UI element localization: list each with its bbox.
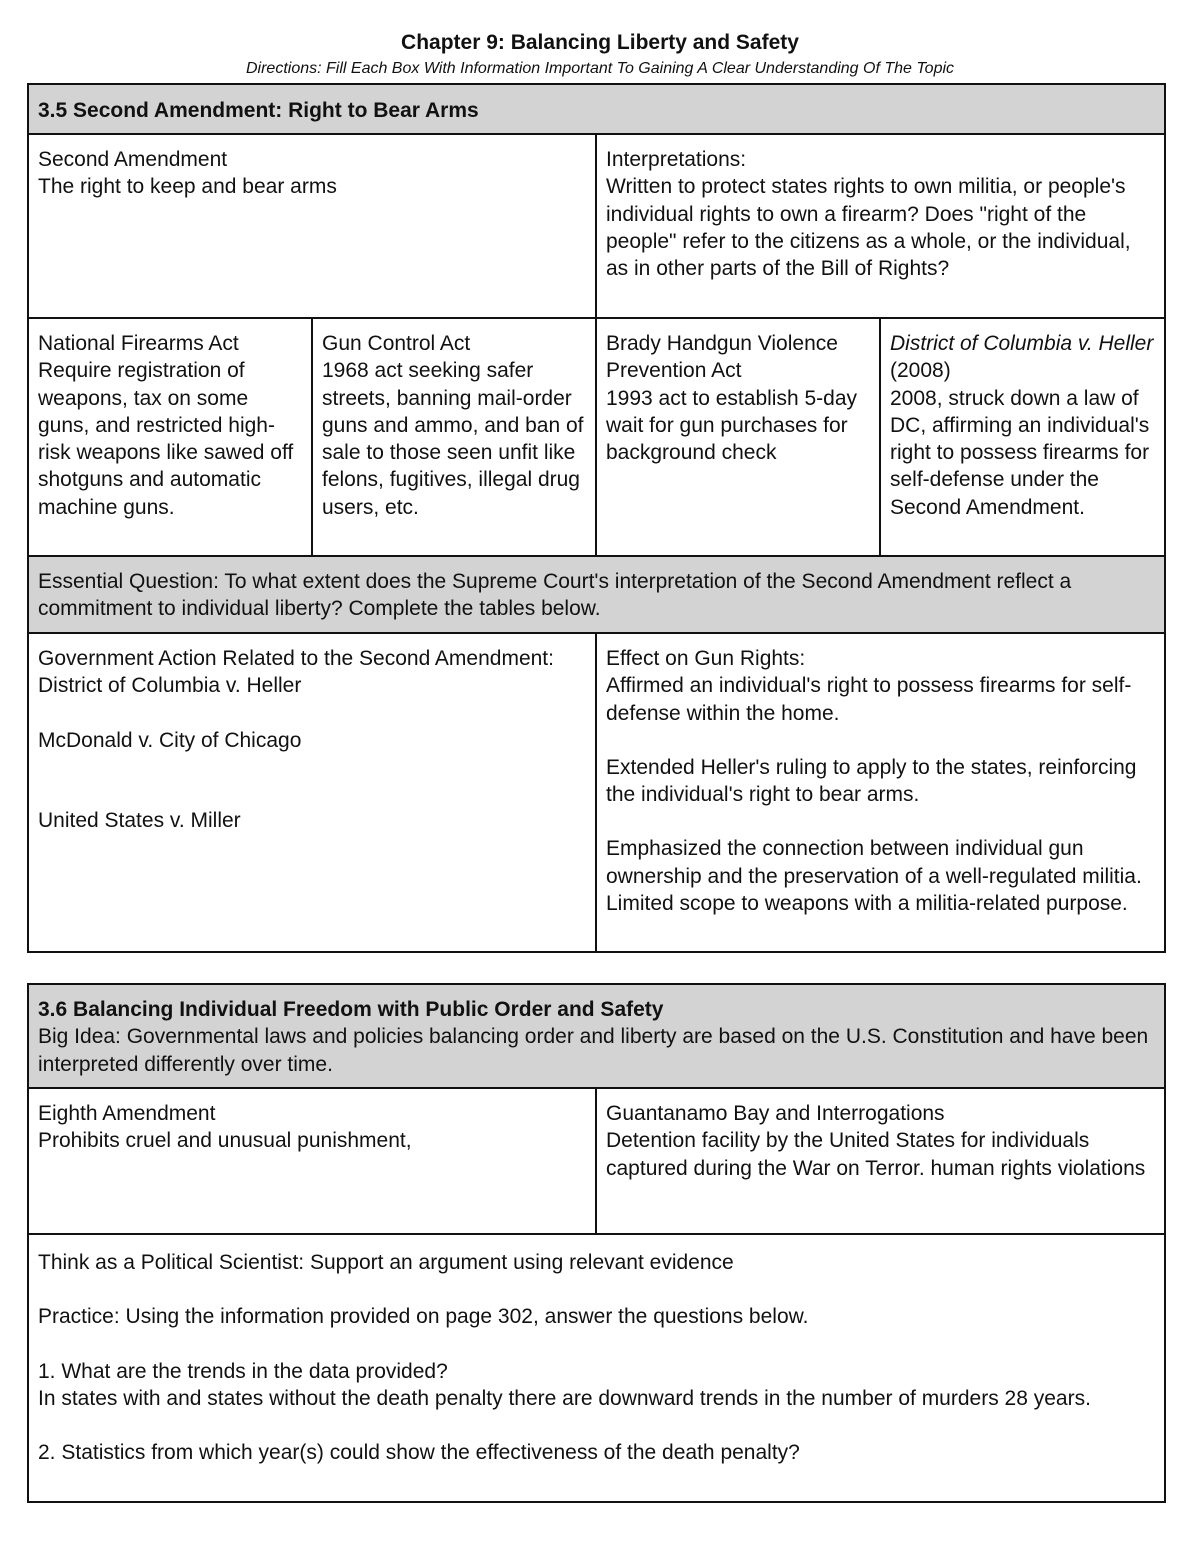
national-firearms-act-box[interactable] — [28, 318, 312, 556]
section-3-5-table — [27, 83, 1166, 953]
government-action-heading: Government Action Related to the Second Amendment: — [38, 647, 554, 670]
brady-act-box[interactable] — [596, 318, 880, 556]
second-amendment-text: The right to keep and bear arms — [38, 175, 337, 199]
big-idea-text: Big Idea: Governmental laws and policies balancing order and liberty are based on the U.S. Constitution and have been interpreted differently over time. — [38, 1025, 1149, 1076]
nfa-text: Require registration of weapons, tax on some guns, and restricted high-risk weapons like sawed off shotguns and automatic machine guns. — [38, 359, 294, 519]
think-prompt: Think as a Political Scientist: Support an argument using relevant evidence — [38, 1251, 734, 1274]
gca-text: 1968 act seeking safer streets, banning mail-order guns and ammo, and ban of sale to those seen unfit like felons, fugitives, illegal drug users, etc. — [322, 359, 584, 519]
interpretations-text: Written to protect states rights to own militia, or people's individual rights to own a firearm? Does "right of the people" refer to the citizens as a whole, or the individual, as in other parts of the Bill of Rights? — [606, 175, 1131, 281]
guantanamo-text: Detention facility by the United States for individuals captured during the War on Terror. human rights violations — [606, 1129, 1146, 1180]
answer-1: In states with and states without the death penalty there are downward trends in the number of murders 28 years. — [38, 1386, 1091, 1410]
essential-question-text: Essential Question: To what extent does the Supreme Court's interpretation of the Second Amendment reflect a commitment to individual liberty? Complete the tables below. — [38, 570, 1072, 621]
question-2: 2. Statistics from which year(s) could show the effectiveness of the death penalty? — [38, 1441, 800, 1465]
second-amendment-box[interactable] — [28, 134, 596, 318]
directions-text: Directions: Fill Each Box With Information Important To Gaining A Clear Understanding Of The Topic — [245, 60, 955, 77]
effect-text-2: Extended Heller's ruling to apply to the states, reinforcing the individual's right to bear arms. — [606, 755, 1137, 807]
section-3-6-title: 3.6 Balancing Individual Freedom with Public Order and Safety — [38, 998, 664, 1021]
government-action-case-2: McDonald v. City of Chicago — [38, 728, 302, 752]
heller-text: 2008, struck down a law of DC, affirming an individual's right to possess firearms for self-defense under the Second Amendment. — [890, 386, 1150, 519]
effect-heading: Effect on Gun Rights: — [606, 647, 806, 670]
gun-control-act-box[interactable] — [312, 318, 596, 556]
section-3-5-title-cell — [28, 84, 1165, 134]
guantanamo-heading: Guantanamo Bay and Interrogations — [606, 1102, 945, 1125]
political-scientist-box[interactable] — [28, 1234, 1165, 1502]
interpretations-box[interactable] — [596, 134, 1165, 318]
practice-text: Practice: Using the information provided on page 302, answer the questions below. — [38, 1305, 809, 1329]
gca-heading: Gun Control Act — [322, 332, 471, 355]
eighth-amendment-box[interactable] — [28, 1088, 596, 1234]
nfa-heading: National Firearms Act — [38, 332, 239, 355]
interpretations-heading: Interpretations: — [606, 148, 747, 171]
eighth-amendment-text: Prohibits cruel and unusual punishment, — [38, 1129, 412, 1153]
heller-case-name: District of Columbia v. Heller — [890, 332, 1154, 355]
heller-box[interactable] — [880, 318, 1165, 556]
government-action-case-3: United States v. Miller — [38, 808, 241, 832]
essential-question-cell — [28, 556, 1165, 633]
second-amendment-heading: Second Amendment — [38, 148, 228, 171]
heller-heading — [890, 330, 1155, 385]
eighth-amendment-heading: Eighth Amendment — [38, 1102, 216, 1125]
brady-text: 1993 act to establish 5-day wait for gun purchases for background check — [606, 386, 857, 465]
guantanamo-box[interactable] — [596, 1088, 1165, 1234]
effect-on-gun-rights-box[interactable] — [596, 633, 1165, 952]
section-3-5-title: 3.5 Second Amendment: Right to Bear Arms — [38, 99, 479, 122]
section-3-6-header-cell — [28, 984, 1165, 1088]
section-3-6-table — [27, 983, 1166, 1503]
brady-heading: Brady Handgun Violence Prevention Act — [606, 332, 838, 383]
effect-text-1: Affirmed an individual's right to possess firearms for self-defense within the home. — [606, 674, 1132, 725]
effect-text-3: Emphasized the connection between individual gun ownership and the preservation of a well-regulated militia. Limited scope to weapons with a militia-related purpose. — [606, 837, 1142, 916]
page-title: Chapter 9: Balancing Liberty and Safety — [401, 31, 799, 54]
government-action-case-1: District of Columbia v. Heller — [38, 674, 302, 698]
heller-year: (2008) — [890, 359, 951, 383]
government-action-box[interactable] — [28, 633, 596, 952]
question-1: 1. What are the trends in the data provided? — [38, 1359, 448, 1383]
